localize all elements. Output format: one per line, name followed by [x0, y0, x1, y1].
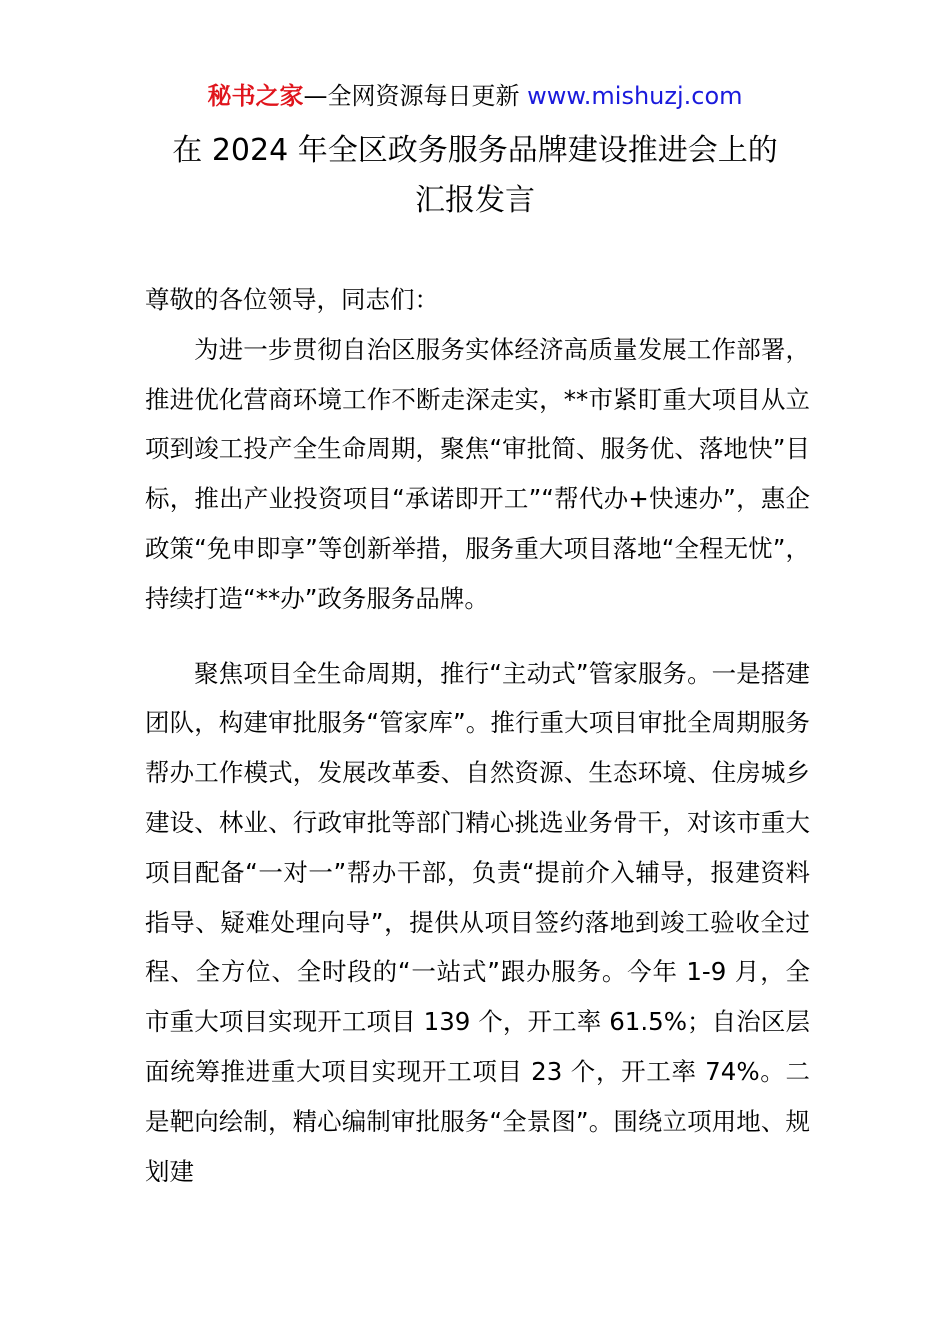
paragraph-spacer	[145, 624, 810, 649]
site-header	[0, 80, 950, 112]
document-title	[0, 126, 950, 226]
salutation: 尊敬的各位领导，同志们：	[145, 285, 439, 314]
paragraph-section-1: 聚焦项目全生命周期，推行“主动式”管家服务。一是搭建团队，构建审批服务“管家库”。推行重大项目审批全周期服务帮办工作模式，发展改革委、自然资源、生态环境、住房城乡建设、林业、行政审批等部门精心挑选业务骨干，对该市重大项目配备“一对一”帮办干部，负责“提前介入辅导，报建资料指导、疑难处理向导”，提供从项目签约落地到竣工验收全过程、全方位、全时段的“一站式”跟办服务。今年 1-9 月，全市重大项目实现开工项目 139 个，开工率 61.5%；自治区层面统筹推进重大项目实现开工项目 23 个，开工率 74%。二是靶向绘制，精心编制审批服务“全景图”。围绕立项用地、规划建	[145, 658, 810, 1186]
document-body	[145, 275, 810, 1196]
paragraph-intro: 为进一步贯彻自治区服务实体经济高质量发展工作部署，推进优化营商环境工作不断走深走实，**市紧盯重大项目从立项到竣工投产全生命周期，聚焦“审批简、服务优、落地快”目标，推出产业投资项目“承诺即开工”“帮代办+快速办”，惠企政策“免申即享”等创新举措，服务重大项目落地“全程无忧”，持续打造“**办”政务服务品牌。	[145, 334, 810, 613]
brand-name: 秘书之家	[207, 82, 304, 110]
title-line-2: 汇报发言	[415, 183, 535, 218]
header-tagline: —全网资源每日更新	[303, 82, 528, 110]
title-line-1: 在 2024 年全区政务服务品牌建设推进会上的	[172, 133, 778, 168]
site-url-link[interactable]: www.mishuzj.com	[527, 82, 743, 110]
